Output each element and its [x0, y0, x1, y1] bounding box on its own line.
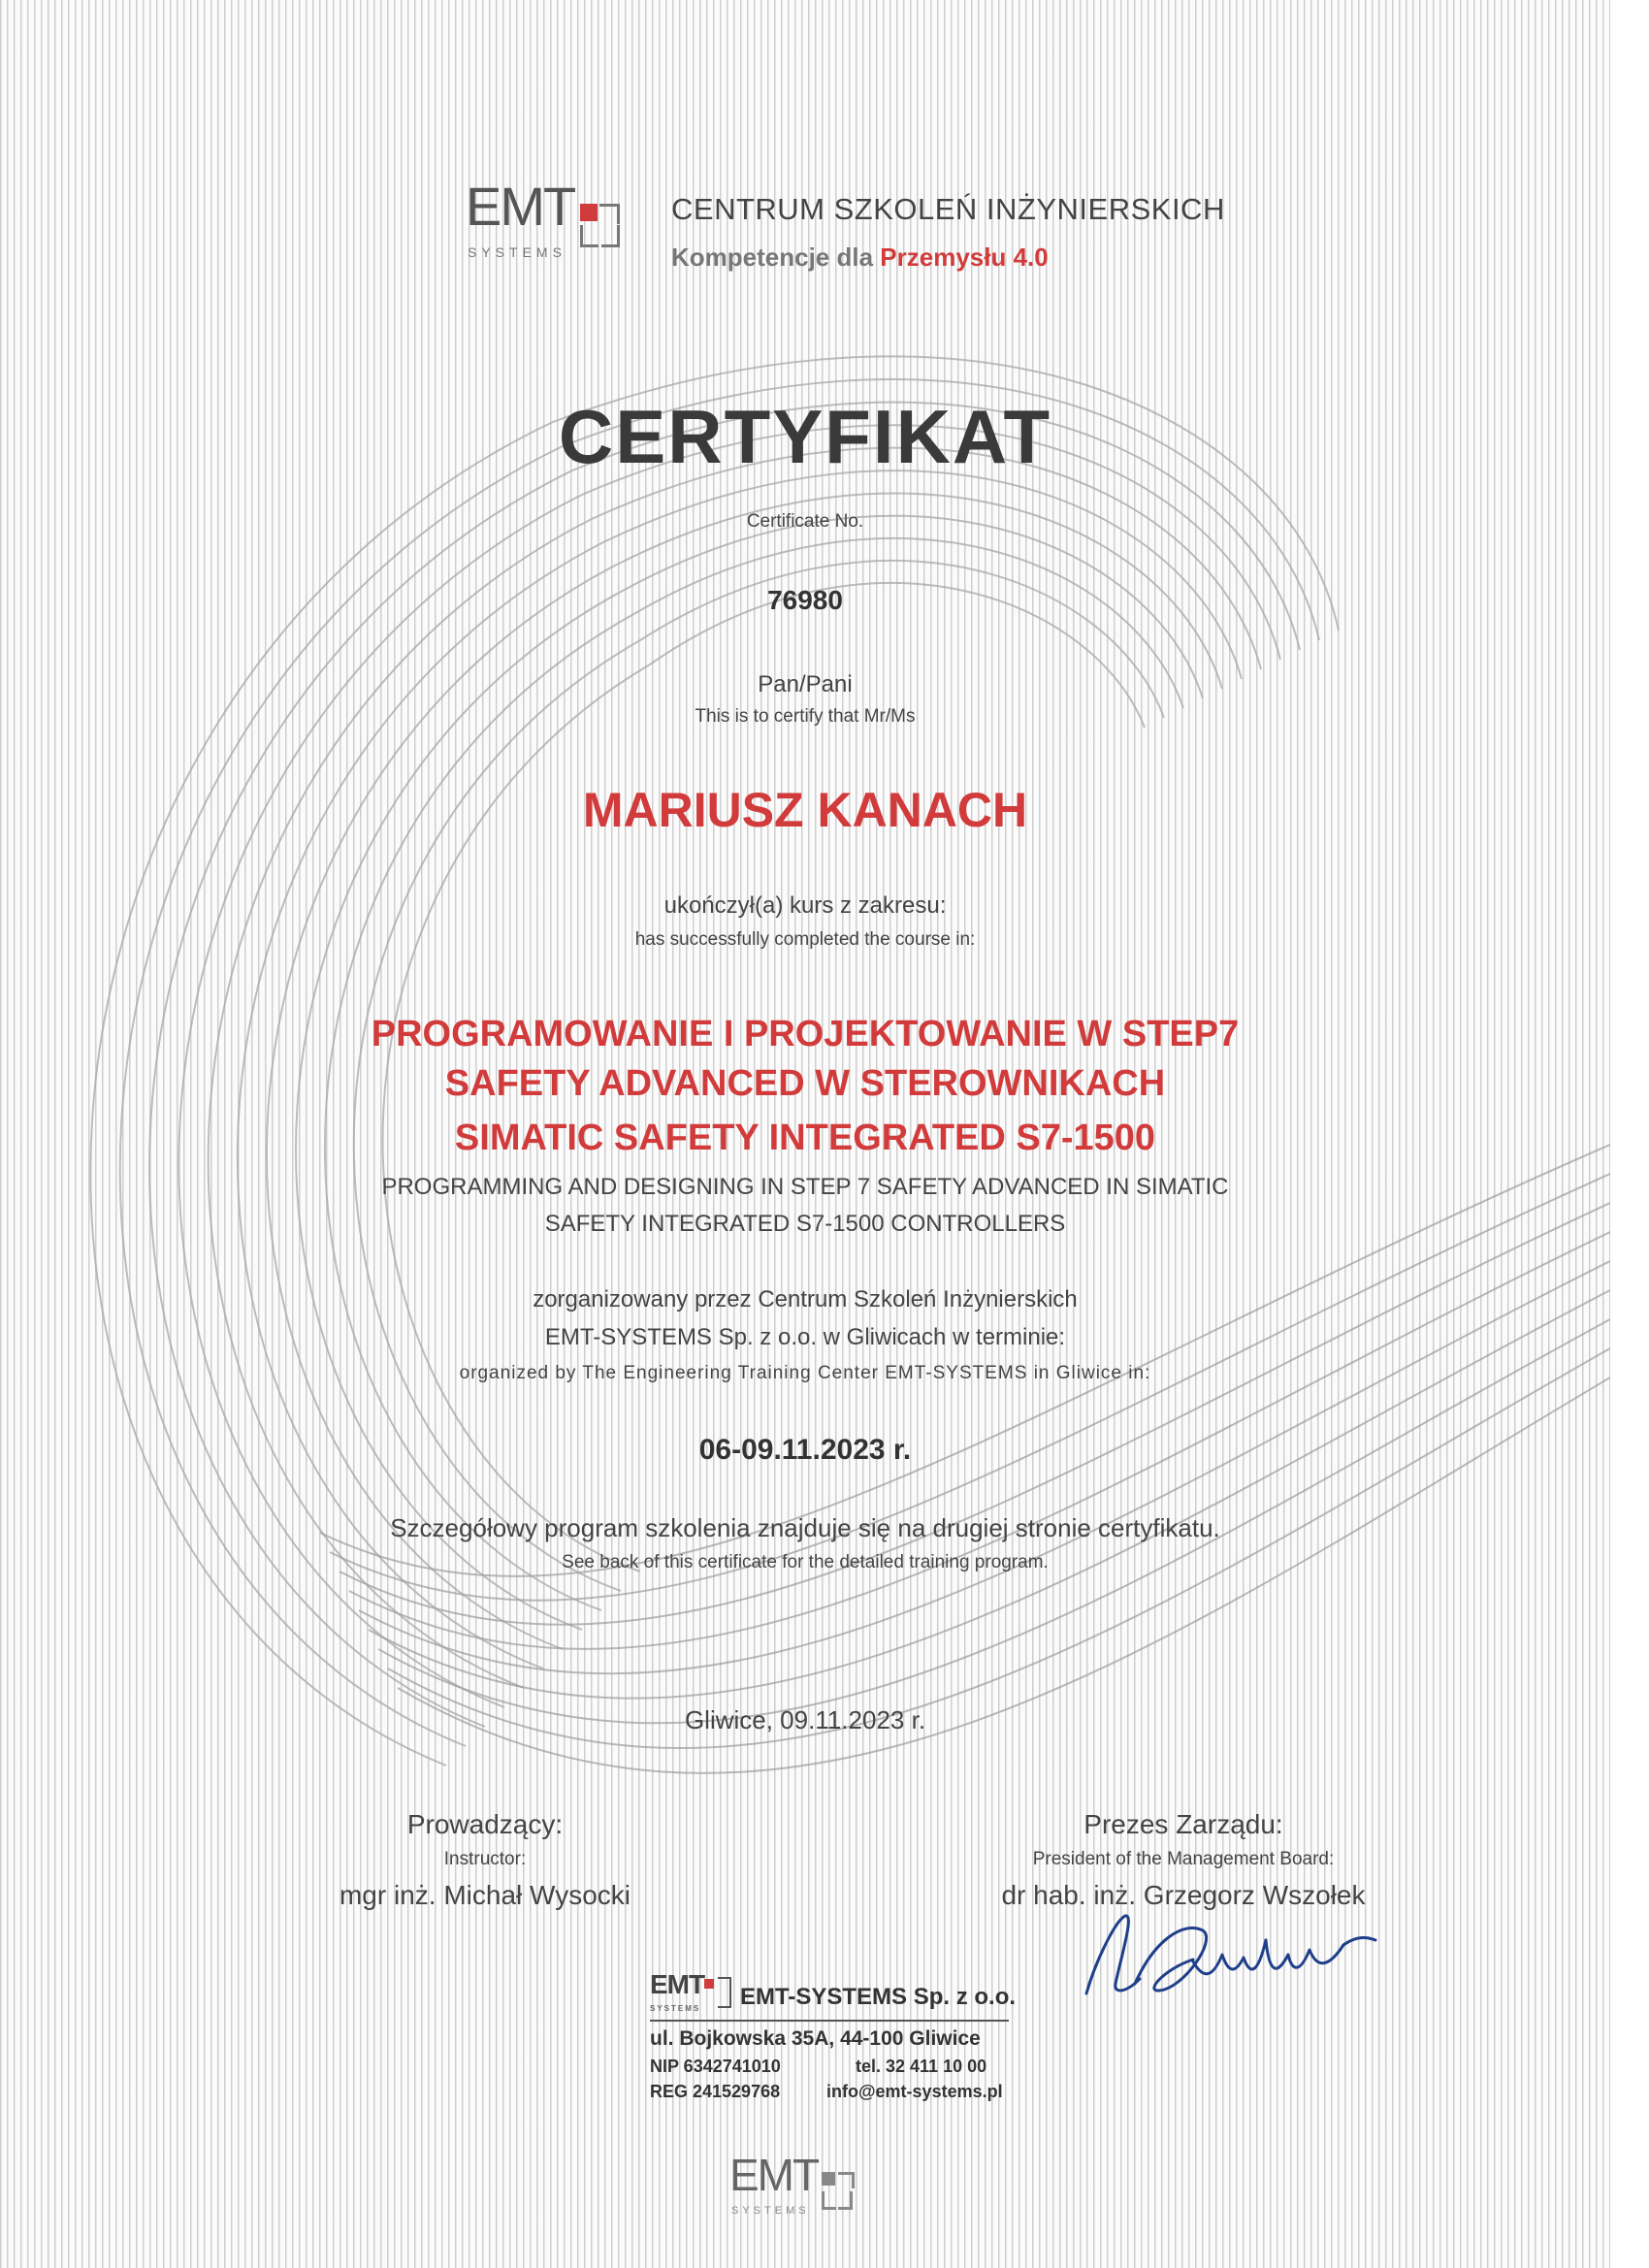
completed-text-pl: ukończył(a) kurs z zakresu: [663, 892, 947, 919]
footer-divider [650, 2020, 1009, 2022]
course-title-en-line: SAFETY INTEGRATED S7-1500 CONTROLLERS [544, 1211, 1066, 1237]
handwritten-signature [1067, 1901, 1387, 2008]
completed-text-en: has successfully completed the course in: [634, 929, 976, 950]
footer-logo-text: EMT [650, 1969, 705, 1999]
president-name: dr hab. inż. Grzegorz Wszołek [1001, 1880, 1366, 1910]
salutation: Pan/Pani [758, 671, 853, 697]
program-note-en: See back of this certificate for the detailed training program. [562, 1552, 1049, 1572]
bottom-logo-bracket [838, 2172, 855, 2188]
recipient-name: MARIUSZ KANACH [582, 783, 1028, 837]
footer-logo-bracket [718, 1977, 731, 2008]
course-title-line: SAFETY ADVANCED W STEROWNIKACH [444, 1063, 1166, 1104]
instructor-name: mgr inż. Michał Wysocki [339, 1880, 630, 1910]
certify-text: This is to certify that Mr/Ms [695, 706, 916, 727]
instructor-role-pl: Prowadzący: [406, 1809, 564, 1839]
organized-by-pl-line: EMT-SYSTEMS Sp. z o.o. w Gliwicach w terminie: [544, 1324, 1066, 1350]
footer-company-name: EMT-SYSTEMS Sp. z o.o. [740, 1984, 1017, 2010]
bottom-logo-text: EMT [729, 2150, 819, 2200]
president-role-pl: Prezes Zarządu: [1083, 1809, 1283, 1839]
footer-reg: REG 241529768 [650, 2082, 781, 2101]
logo-bracket [601, 225, 620, 247]
footer-address: ul. Bojkowska 35A, 44-100 Gliwice [650, 2027, 981, 2050]
footer-logo-subtext: SYSTEMS [650, 2004, 701, 2013]
header-subtitle [671, 243, 1049, 273]
bottom-logo [729, 2149, 885, 2231]
logo-subtext: SYSTEMS [468, 244, 566, 260]
header-subtitle-prefix: Kompetencje dla [671, 243, 881, 272]
footer-nip: NIP 6342741010 [650, 2057, 781, 2076]
certificate-number-label: Certificate No. [746, 511, 864, 532]
logo-red-square [580, 204, 598, 221]
instructor-role-en: Instructor: [443, 1849, 527, 1869]
header-title: CENTRUM SZKOLEŃ INŻYNIERSKICH [671, 192, 1225, 226]
certificate-number: 76980 [767, 585, 843, 615]
bottom-logo-subtext: SYSTEMS [731, 2205, 810, 2217]
president-role-en: President of the Management Board: [1032, 1849, 1335, 1869]
footer-logo-red-square [704, 1979, 714, 1989]
place-and-date: Gliwice, 09.11.2023 r. [684, 1705, 926, 1734]
footer-logo [650, 1969, 737, 2018]
course-dates: 06-09.11.2023 r. [698, 1434, 912, 1466]
logo-text: EMT [466, 176, 575, 237]
program-note-pl: Szczegółowy program szkolenia znajduje się na drugiej stronie certyfikatu. [390, 1513, 1220, 1542]
footer-phone: tel. 32 411 10 00 [856, 2057, 987, 2076]
header-subtitle-accent: Przemysłu 4.0 [880, 243, 1049, 272]
logo-bracket [599, 204, 620, 224]
logo-bracket [580, 225, 598, 247]
bottom-logo-square [822, 2172, 835, 2186]
course-title-line: SIMATIC SAFETY INTEGRATED S7-1500 [454, 1118, 1156, 1158]
organized-by-pl-line: zorganizowany przez Centrum Szkoleń Inżynierskich [533, 1286, 1078, 1312]
bottom-logo-bracket [822, 2191, 836, 2210]
bottom-logo-bracket [838, 2191, 853, 2210]
organized-by-en: organized by The Engineering Training Center EMT-SYSTEMS in Gliwice in: [459, 1363, 1151, 1383]
certificate-title: CERTYFIKAT [558, 394, 1052, 479]
emt-systems-logo [466, 175, 640, 272]
scan-margin [1610, 0, 1649, 2268]
course-title-line: PROGRAMOWANIE I PROJEKTOWANIE W STEP7 [371, 1014, 1240, 1054]
footer-email: info@emt-systems.pl [826, 2082, 1003, 2101]
course-title-en-line: PROGRAMMING AND DESIGNING IN STEP 7 SAFETY ADVANCED IN SIMATIC [381, 1174, 1229, 1200]
